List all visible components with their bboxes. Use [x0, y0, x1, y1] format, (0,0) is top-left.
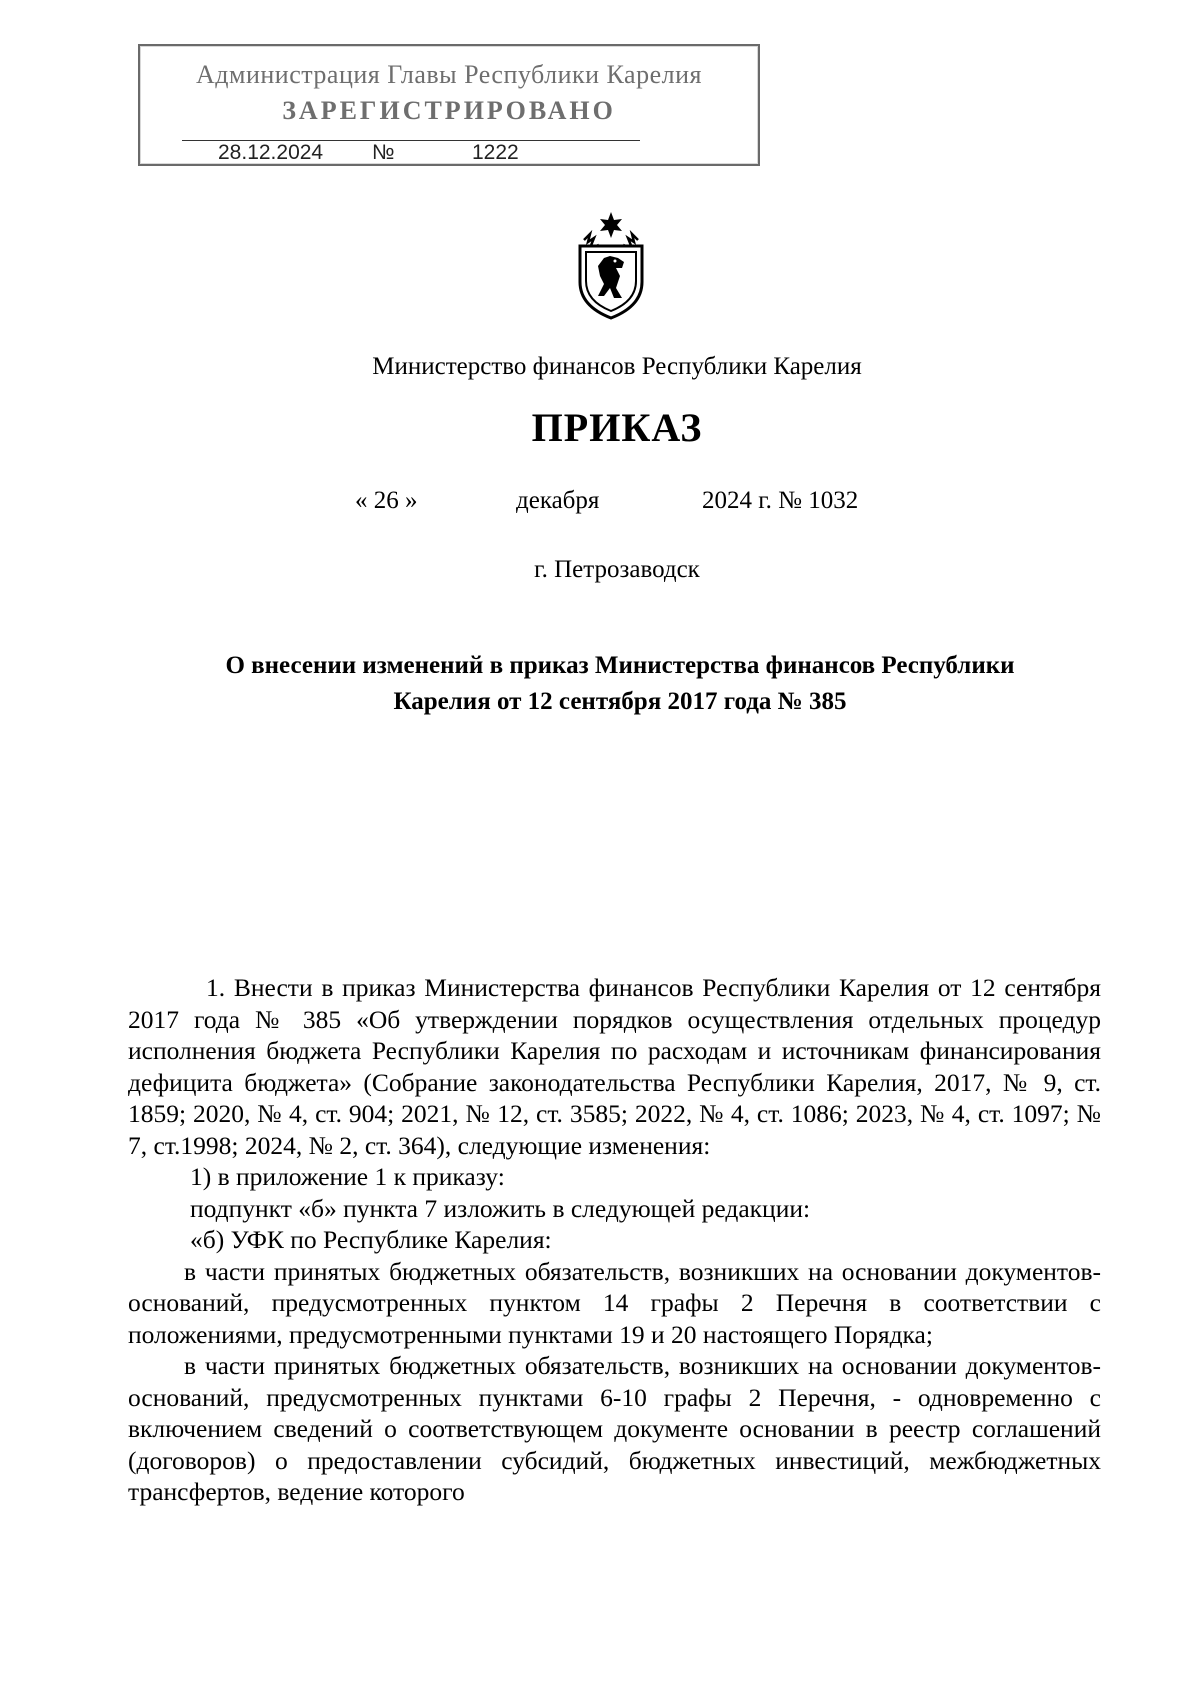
- stamp-number-label: №: [372, 141, 395, 164]
- ministry-name: Министерство финансов Республики Карелия: [372, 353, 862, 380]
- order-date-month: декабря: [516, 487, 600, 514]
- body-paragraph-1: 1. Внести в приказ Министерства финансов Республики Карелия от 12 сентября 2017 года № 385 «Об утверждении порядков осуществления отдельных процедур исполнения бюджета Республики Карелия по расходам и источникам финансирования дефицита бюджета» (Собрание законодательства Республики Карелия, 2017, № 9, ст. 1859; 2020, № 4, ст. 904; 2021, № 12, ст. 3585; 2022, № 4, ст. 1086; 2023, № 4, ст. 1097; № 7, ст.1998; 2024, № 2, ст. 364), следующие изменения:: [128, 973, 1101, 1160]
- body-paragraph-3: подпункт «б» пункта 7 изложить в следующей редакции:: [190, 1193, 811, 1223]
- registration-stamp: [138, 44, 760, 166]
- order-city: г. Петрозаводск: [534, 556, 700, 583]
- body-paragraph-6: в части принятых бюджетных обязательств, возникших на основании документов-оснований, предусмотренных пунктами 6-10 графы 2 Перечня, - одновременно с включением сведений о соответствующем документе основании в реестр соглашений (договоров) о предоставлении субсидий, бюджетных инвестиций, межбюджетных трансфертов, ведение которого: [128, 1351, 1101, 1506]
- karelia-coat-of-arms-icon: [570, 210, 652, 320]
- stamp-number: 1222: [472, 141, 519, 164]
- order-title-line-2: Карелия от 12 сентября 2017 года № 385: [393, 688, 847, 715]
- body-paragraph-2: 1) в приложение 1 к приказу:: [190, 1162, 505, 1191]
- order-title-line-1: О внесении изменений в приказ Министерства финансов Республики: [225, 652, 1015, 679]
- document-type: ПРИКАЗ: [531, 405, 703, 450]
- stamp-date: 28.12.2024: [218, 141, 324, 164]
- order-year-number: 2024 г. № 1032: [702, 487, 859, 514]
- order-date-day: « 26 »: [355, 487, 418, 514]
- body-paragraph-5: в части принятых бюджетных обязательств, возникших на основании документов-оснований, предусмотренных пунктом 14 графы 2 Перечня в соответствии с положениями, предусмотренными пунктами 19 и 20 настоящего Порядка;: [128, 1256, 1101, 1349]
- stamp-status: ЗАРЕГИСТРИРОВАНО: [282, 96, 616, 125]
- stamp-authority: Администрация Главы Республики Карелия: [196, 60, 702, 89]
- body-paragraph-4: «б) УФК по Республике Карелия:: [190, 1225, 552, 1254]
- order-body: [128, 972, 1101, 1508]
- order-title: [170, 648, 1070, 720]
